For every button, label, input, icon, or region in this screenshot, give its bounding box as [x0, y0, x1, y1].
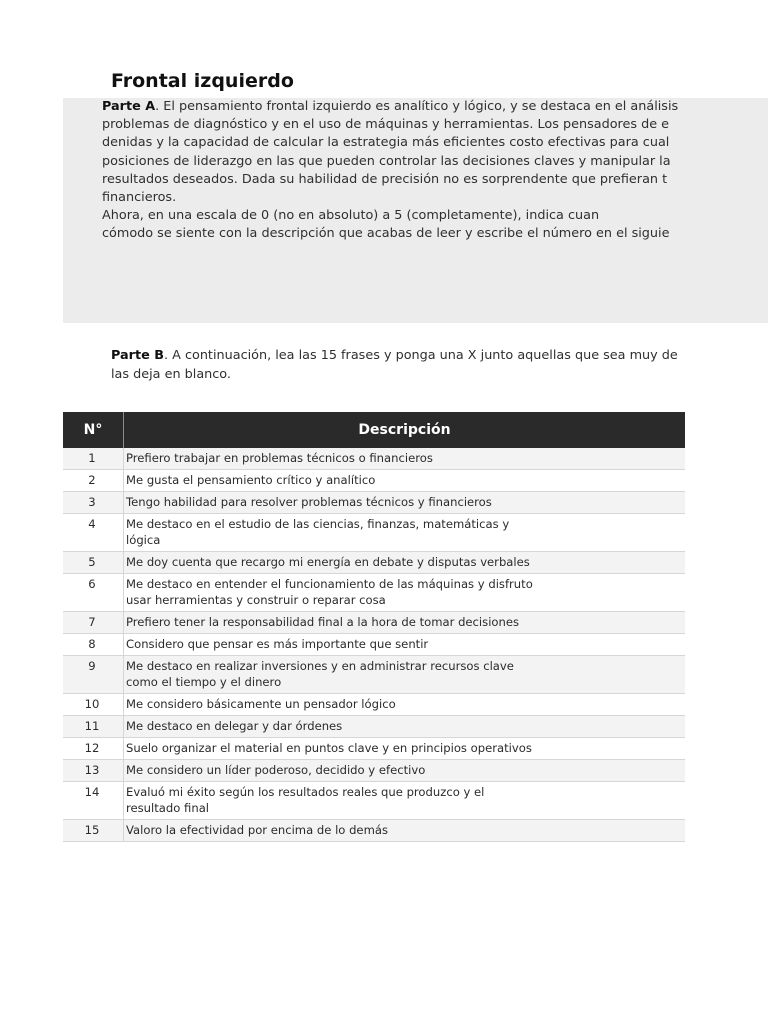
- table-row: [63, 448, 685, 470]
- part-a-line: Parte A. El pensamiento frontal izquierdo es analítico y lógico, y se destaca en el análisis: [102, 99, 679, 114]
- table-row: [63, 612, 685, 634]
- row-description: Me destaco en realizar inversiones y en administrar recursos clave como el tiempo y el dinero: [126, 659, 514, 689]
- row-description-cell: [124, 738, 686, 760]
- row-description: Considero que pensar es más importante que sentir: [126, 637, 429, 651]
- table-row: [63, 574, 685, 612]
- row-description: Me considero básicamente un pensador lógico: [126, 697, 396, 711]
- row-description: Prefiero tener la responsabilidad final a la hora de tomar decisiones: [126, 615, 520, 629]
- table-row: [63, 760, 685, 782]
- row-description-cell: [124, 760, 686, 782]
- row-description-cell: [124, 612, 686, 634]
- row-description: Me doy cuenta que recargo mi energía en debate y disputas verbales: [126, 555, 530, 569]
- column-header-number: N°: [63, 412, 124, 448]
- row-number: 11: [63, 716, 124, 738]
- part-a-line: Ahora, en una escala de 0 (no en absoluto) a 5 (completamente), indica cuan: [102, 208, 600, 224]
- table-row: [63, 634, 685, 656]
- statements-table: [63, 412, 685, 842]
- part-a-line: denidas y la capacidad de calcular la estrategia más eficientes costo efectivas para cual: [102, 135, 670, 151]
- column-header-description: Descripción: [124, 412, 686, 448]
- row-number: 6: [63, 574, 124, 612]
- table-row: [63, 492, 685, 514]
- table-row: [63, 782, 685, 820]
- row-description-cell: [124, 470, 686, 492]
- table-row: [63, 716, 685, 738]
- part-a-text: [102, 98, 686, 248]
- part-b-line: las deja en blanco.: [111, 367, 231, 382]
- table-row: [63, 552, 685, 574]
- table-header-row: [63, 412, 685, 448]
- row-description-cell: [124, 492, 686, 514]
- part-a-line: problemas de diagnóstico y en el uso de máquinas y herramientas. Los pensadores de e: [102, 117, 670, 133]
- row-description-cell: [124, 552, 686, 574]
- row-description-cell: [124, 656, 686, 694]
- row-description-cell: [124, 448, 686, 470]
- table-row: [63, 514, 685, 552]
- row-number: 5: [63, 552, 124, 574]
- table-row: [63, 820, 685, 842]
- row-number: 10: [63, 694, 124, 716]
- row-description: Prefiero trabajar en problemas técnicos o financieros: [126, 451, 433, 465]
- row-description-cell: [124, 782, 686, 820]
- row-number: 12: [63, 738, 124, 760]
- row-description-cell: [124, 716, 686, 738]
- table-row: [63, 694, 685, 716]
- row-number: 3: [63, 492, 124, 514]
- part-b-lead: Parte B: [111, 348, 164, 363]
- row-description-cell: [124, 514, 686, 552]
- table-row: [63, 738, 685, 760]
- page-title: Frontal izquierdo: [111, 70, 294, 92]
- row-number: 7: [63, 612, 124, 634]
- row-description: Suelo organizar el material en puntos clave y en principios operativos: [126, 741, 532, 755]
- row-description: Me gusta el pensamiento crítico y analítico: [126, 473, 376, 487]
- part-a-line: financieros.: [102, 190, 177, 206]
- row-number: 2: [63, 470, 124, 492]
- part-b-line: Parte B. A continuación, lea las 15 frases y ponga una X junto aquellas que sea muy de: [111, 348, 678, 363]
- part-b-instructions: [111, 346, 685, 384]
- part-a-lead: Parte A: [102, 99, 156, 114]
- row-description: Evaluó mi éxito según los resultados reales que produzco y el resultado final: [126, 785, 485, 815]
- row-number: 9: [63, 656, 124, 694]
- row-number: 15: [63, 820, 124, 842]
- row-description-cell: [124, 820, 686, 842]
- row-description-cell: [124, 634, 686, 656]
- part-a-line: cómodo se siente con la descripción que acabas de leer y escribe el número en el siguie: [102, 226, 670, 242]
- table-row: [63, 656, 685, 694]
- row-description: Tengo habilidad para resolver problemas técnicos y financieros: [126, 495, 492, 509]
- row-description: Me destaco en delegar y dar órdenes: [126, 719, 343, 733]
- row-number: 1: [63, 448, 124, 470]
- row-description: Me destaco en entender el funcionamiento de las máquinas y disfruto usar herramientas y construir o reparar cosa: [126, 577, 533, 607]
- row-description: Valoro la efectividad por encima de lo demás: [126, 823, 389, 837]
- part-a-line: resultados deseados. Dada su habilidad de precisión no es sorprendente que prefieran t: [102, 171, 668, 187]
- part-a-line: posiciones de liderazgo en las que pueden controlar las decisiones claves y manipular la: [102, 153, 671, 169]
- row-number: 4: [63, 514, 124, 552]
- row-description-cell: [124, 574, 686, 612]
- row-number: 8: [63, 634, 124, 656]
- row-number: 13: [63, 760, 124, 782]
- part-a-section: [63, 98, 768, 323]
- row-description-cell: [124, 694, 686, 716]
- row-description: Me considero un líder poderoso, decidido y efectivo: [126, 763, 426, 777]
- table-row: [63, 470, 685, 492]
- row-description: Me destaco en el estudio de las ciencias, finanzas, matemáticas y lógica: [126, 517, 510, 547]
- row-number: 14: [63, 782, 124, 820]
